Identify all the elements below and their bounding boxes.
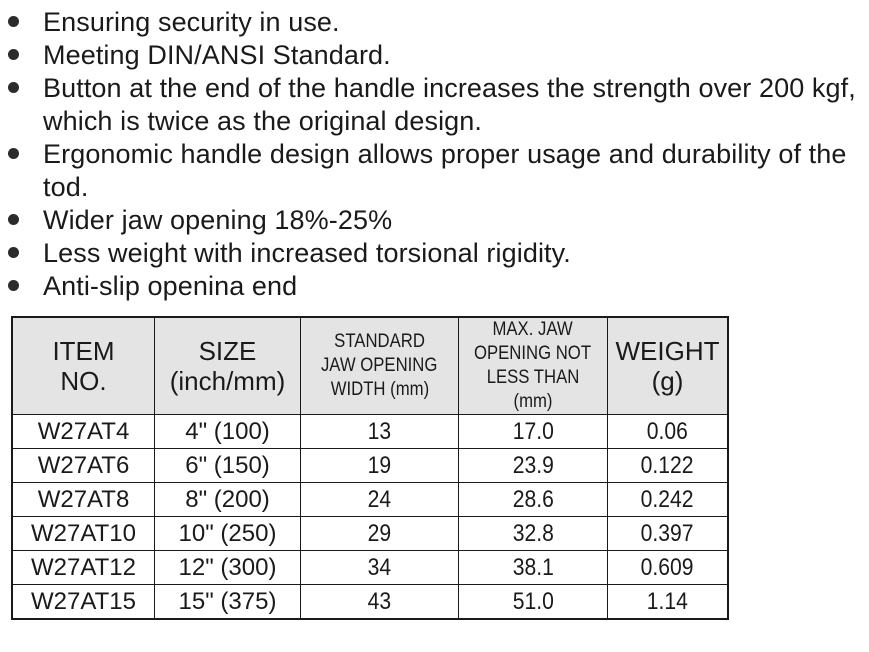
spec-table: [11, 316, 729, 620]
cell-size: 15" (375): [155, 585, 301, 620]
cell-item: W27AT6: [12, 449, 155, 483]
feature-text: Meeting DIN/ANSI Standard.: [43, 40, 391, 70]
cell-weight: 0.242: [608, 483, 729, 517]
feature-item: [0, 138, 869, 204]
table-header-row: [12, 317, 728, 415]
header-item-no: ITEM NO.: [12, 317, 155, 415]
table-row: [12, 449, 728, 483]
feature-text: Wider jaw opening 18%-25%: [43, 205, 393, 235]
cell-weight: 0.06: [608, 415, 729, 449]
bullet-icon: [8, 280, 19, 291]
cell-standard: 13: [301, 415, 459, 449]
cell-max: 28.6: [459, 483, 608, 517]
cell-standard: 24: [301, 483, 459, 517]
bullet-icon: [8, 247, 19, 258]
cell-max: 32.8: [459, 517, 608, 551]
feature-text: Button at the end of the handle increases the strength over 200 kgf, which is twice as the original design.: [43, 73, 856, 136]
cell-item: W27AT8: [12, 483, 155, 517]
table-row: [12, 415, 728, 449]
cell-standard: 19: [301, 449, 459, 483]
table-row: [12, 483, 728, 517]
feature-text: Less weight with increased torsional rigidity.: [43, 238, 571, 268]
cell-max: 17.0: [459, 415, 608, 449]
cell-max: 23.9: [459, 449, 608, 483]
cell-max: 38.1: [459, 551, 608, 585]
cell-standard: 29: [301, 517, 459, 551]
table-row: [12, 585, 728, 620]
feature-item: [0, 72, 869, 138]
feature-item: [0, 6, 869, 39]
bullet-icon: [8, 49, 19, 60]
feature-item: [0, 204, 869, 237]
cell-size: 10" (250): [155, 517, 301, 551]
feature-text: Anti-slip openina end: [43, 271, 298, 301]
cell-size: 4" (100): [155, 415, 301, 449]
cell-size: 8" (200): [155, 483, 301, 517]
cell-max: 51.0: [459, 585, 608, 620]
cell-item: W27AT10: [12, 517, 155, 551]
cell-item: W27AT4: [12, 415, 155, 449]
feature-text: Ensuring security in use.: [43, 7, 340, 37]
feature-item: [0, 270, 869, 303]
cell-size: 12" (300): [155, 551, 301, 585]
header-size: SIZE (inch/mm): [155, 317, 301, 415]
cell-item: W27AT12: [12, 551, 155, 585]
bullet-icon: [8, 214, 19, 225]
cell-weight: 0.397: [608, 517, 729, 551]
cell-standard: 43: [301, 585, 459, 620]
cell-item: W27AT15: [12, 585, 155, 620]
cell-size: 6" (150): [155, 449, 301, 483]
header-standard-jaw-opening: STANDARD JAW OPENING WIDTH (mm): [301, 317, 459, 415]
cell-weight: 0.122: [608, 449, 729, 483]
table-row: [12, 551, 728, 585]
table-row: [12, 517, 728, 551]
bullet-icon: [8, 148, 19, 159]
cell-standard: 34: [301, 551, 459, 585]
cell-weight: 0.609: [608, 551, 729, 585]
header-weight: WEIGHT (g): [608, 317, 729, 415]
bullet-icon: [8, 16, 19, 27]
feature-list: [0, 6, 869, 303]
feature-text: Ergonomic handle design allows proper usage and durability of the tod.: [43, 139, 847, 202]
feature-item: [0, 39, 869, 72]
feature-item: [0, 237, 869, 270]
cell-weight: 1.14: [608, 585, 729, 620]
bullet-icon: [8, 82, 19, 93]
header-max-jaw-opening: MAX. JAW OPENING NOT LESS THAN (mm): [459, 317, 608, 415]
